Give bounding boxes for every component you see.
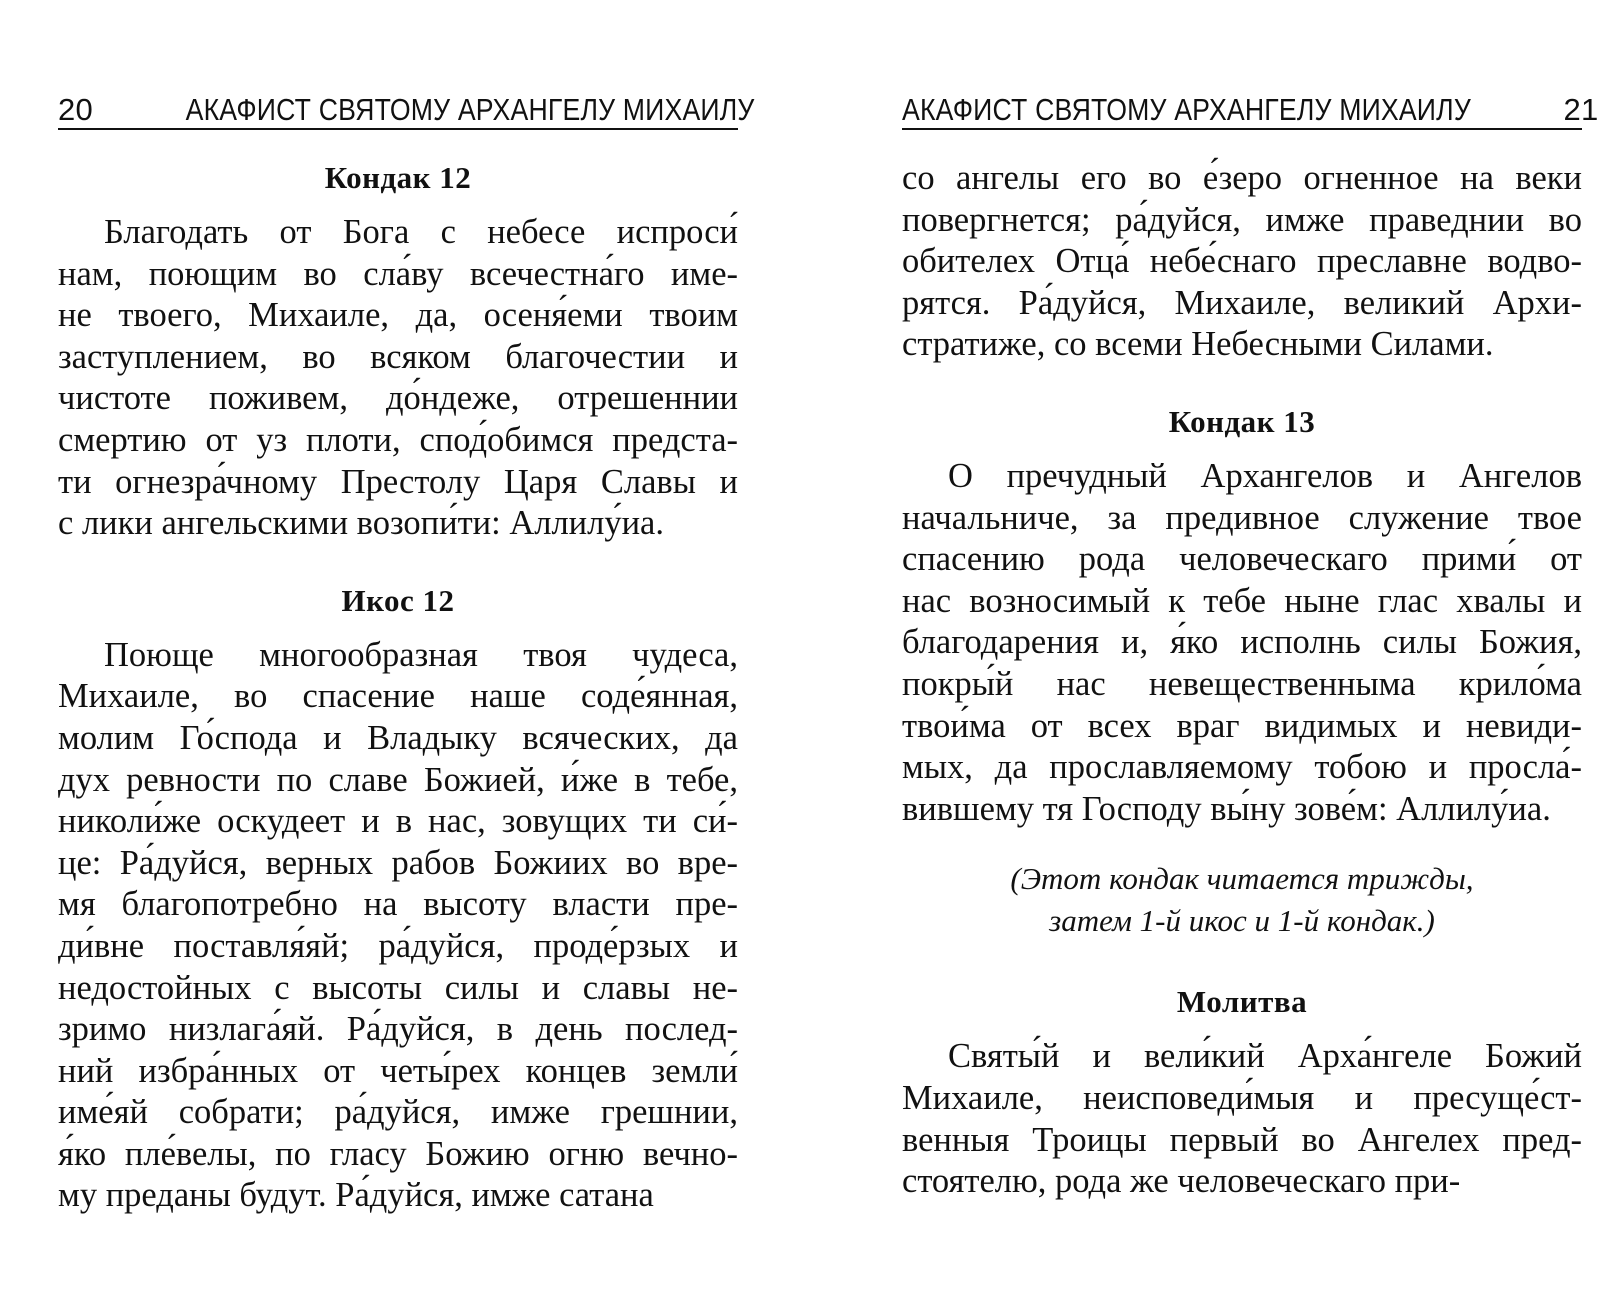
section-gap [902,366,1582,402]
text-line: Поюще многообразная твоя чудеса, [104,635,738,674]
kondak-13-text [902,456,1582,830]
text-line: обителех Отца́ небе́снаго преславне водво- [902,242,1582,281]
text-line: спасению рода человеческаго прими́ от [902,540,1582,579]
text-line: покры́й нас невещественныма крило́ма [902,664,1582,703]
text-line: заступлением, во всяком благочестии и [58,337,738,376]
text-line: мя благопотребно на высоту власти пре- [58,885,738,924]
text-line: це: Ра́дуйся, верных рабов Божиих во вре- [58,843,738,882]
kondak-12-heading: Кондак 12 [324,160,472,195]
text-line: му преданы будут. Ра́дуйся, имже сатана [58,1176,654,1215]
text-line: со ангелы его во е́зеро огненное на веки [902,159,1582,197]
text-line: благодарения и, я́ко исполнь силы Божия, [902,623,1582,662]
right-page-number: 21 [1563,92,1599,127]
text-line: твои́ма от всех враг видимых и невиди- [902,706,1582,745]
rubric-line: затем 1-й икос и 1-й кондак.) [1049,903,1435,939]
text-line: О пречудный Архангелов и Ангелов [948,456,1582,495]
ikos-12-continuation [902,158,1582,366]
right-page [902,80,1599,1203]
text-line: мых, да прославляемому тобою и просла́- [902,748,1582,787]
ikos-12-heading: Икос 12 [341,582,455,618]
text-line: смертию от уз плоти, спод́обимся предста- [58,420,738,459]
text-line: венныя Троицы первый во Ангелех пред- [902,1120,1582,1159]
left-page-number: 20 [58,92,93,127]
text-line: зримо низлага́яй. Ра́дуйся, в день послед- [58,1010,738,1049]
left-page-content [58,130,738,1217]
rubric-line: (Этот кондак читается трижды, [1010,861,1474,897]
text-line: не твоего, Михаиле, да, осеня́еми твоим [58,296,738,335]
left-page [58,80,755,1217]
text-line: Святы́й и вели́кий Арха́нгеле Божий [948,1037,1582,1076]
prayer-heading: Молитва [1176,984,1308,1020]
text-line: молим Го́спода и Владыку всяческих, да [58,718,738,757]
text-line: ди́вне поставля́яй; ра́дуйся, проде́рзых и [58,926,738,965]
text-line: недостойных с высоты силы и славы не- [58,968,738,1007]
prayer-text [902,1036,1582,1202]
kondak-13-heading: Кондак 13 [1168,403,1316,439]
section-gap [902,830,1582,858]
text-line: чистоте поживем, до́ндеже, отрешеннии [58,379,738,418]
section-gap [58,545,738,581]
left-running-head [58,80,755,130]
text-line: стратиже, со всеми Небесными Силами. [902,325,1494,364]
text-line: нас возносимый к тебе ныне глас хвалы и [902,581,1582,620]
text-line: Благодать от Бога с небесе испроси́ [104,213,738,251]
text-line: начальниче, за предивное служение твое [902,498,1582,537]
text-line: повергнется; ра́дуйся, имже праведнии во [902,200,1582,239]
section-gap [902,942,1582,982]
text-line: дух ревности по славе Божией, и́же в тебе, [58,760,738,799]
rubric-note [902,858,1582,942]
text-line: стоятелю, рода же человеческаго при- [902,1162,1461,1201]
text-line: нам, поющим во сла́ву всечестна́го име- [58,254,738,293]
text-line: рятся. Ра́дуйся, Михаиле, великий Архи- [902,283,1582,322]
ikos-12-text [58,635,738,1217]
text-line: ний избра́нных от четы́рех концев земли́ [58,1051,738,1090]
text-line: име́яй собрати; ра́дуйся, имже грешнии, [58,1093,738,1132]
right-running-head [902,80,1599,130]
kondak-12-text [58,212,738,545]
text-line: ти огнезра́чному Престолу Царя Славы и [58,462,738,501]
text-line: николи́же оскудеет и в нас, зовущих ти си́- [58,802,738,841]
text-line: вившему тя Господу вы́ну зове́м: Аллилу́иа. [902,789,1551,828]
text-line: я́ко пле́велы, по гласу Божию огню вечно- [58,1134,738,1173]
right-page-content [902,130,1582,1203]
right-running-title: АКАФИСТ СВЯТОМУ АРХАНГЕЛУ МИХАИЛУ [902,92,1471,127]
text-line: Михаиле, неисповеди́мыя и пресуще́ст- [902,1078,1582,1117]
left-running-title: АКАФИСТ СВЯТОМУ АРХАНГЕЛУ МИХАИЛУ [185,92,755,127]
text-line: с лики ангельскими возопи́ти: Аллилу́иа. [58,504,664,543]
text-line: Михаиле, во спасение наше соде́янная, [58,677,738,716]
